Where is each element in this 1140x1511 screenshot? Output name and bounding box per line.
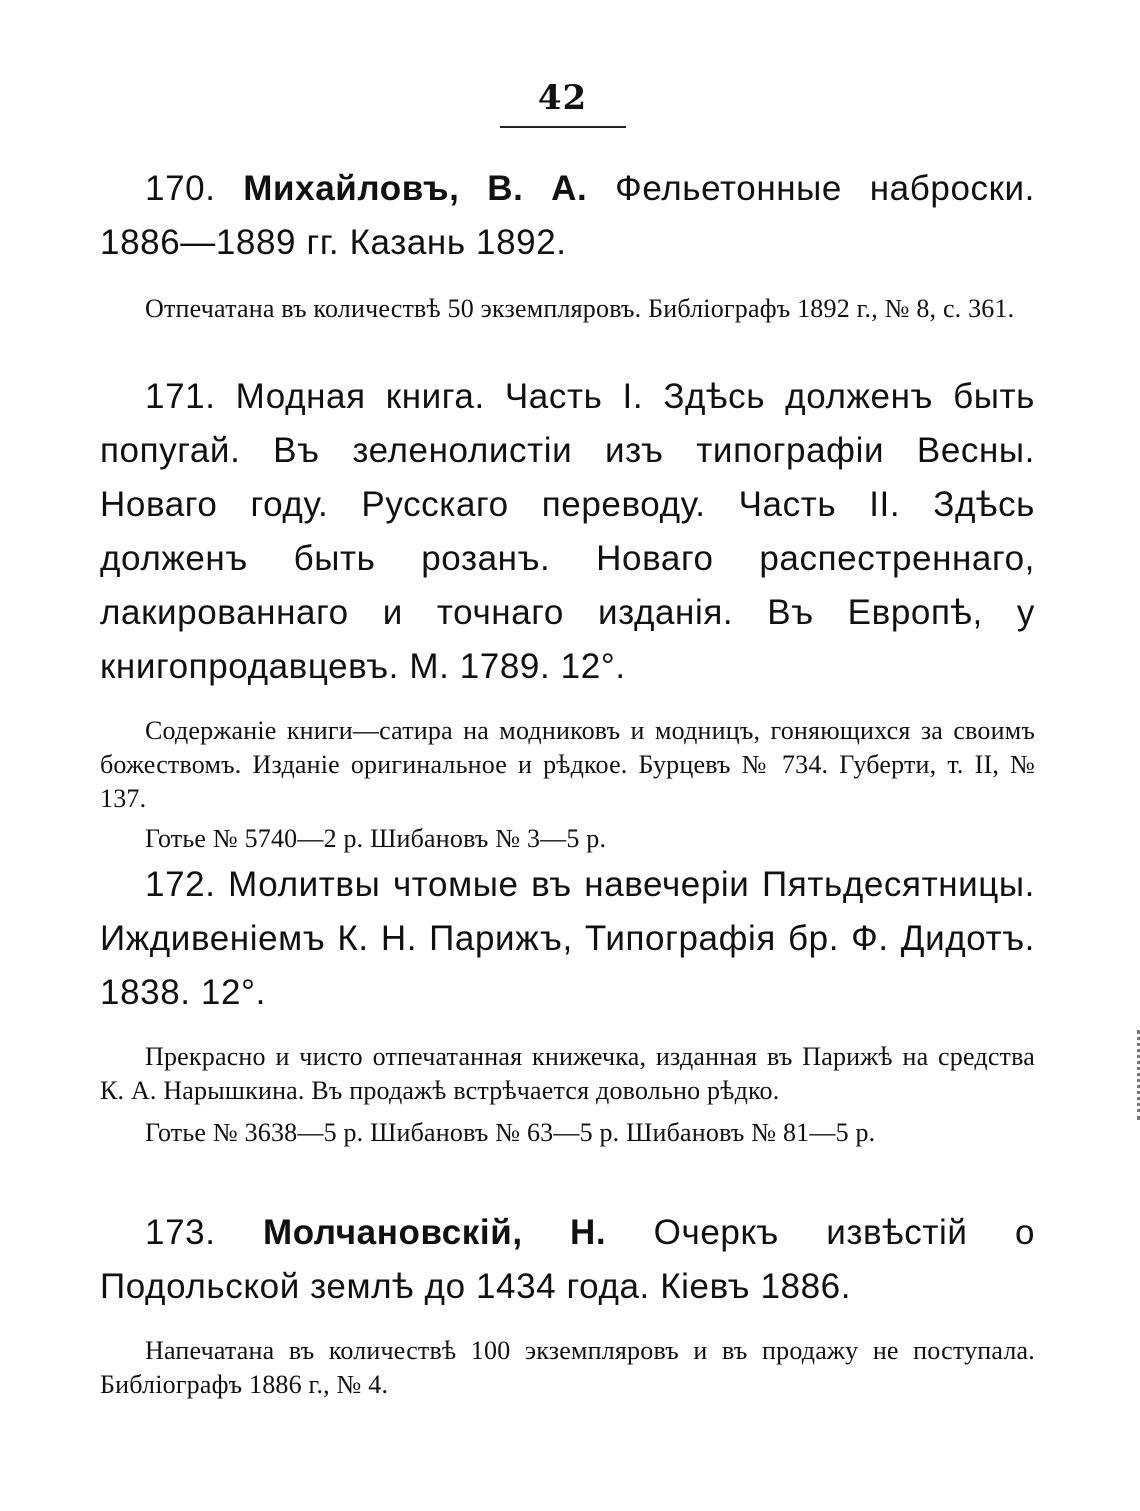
entry-imprint: М. 1789. 12°. [409,647,626,686]
entry-number: 173. [145,1213,216,1252]
entry-note: Прекрасно и чисто отпечатанная книжечка, изданная въ Парижѣ на средства К. А. Нарышкина. Въ продажѣ встрѣчается довольно рѣдко. [100,1042,1035,1105]
entry-173 [100,1206,1035,1402]
entry-author: Молчановскій, Н. [262,1213,607,1252]
entry-170 [100,162,1035,326]
entry-note: Напечатана въ количествѣ 100 экземпляровъ и въ продажу не поступала. Библіографъ 1886 г., № 4. [100,1336,1035,1399]
entry-author: Михайловъ, В. А. [243,169,588,208]
entry-imprint: Казань 1892. [349,223,567,262]
entry-title: Модная книга. Часть I. Здѣсь долженъ быть попугай. Въ зеленолистіи изъ типографіи Весны. Новаго году. Русскаго переводу. Часть II. Здѣсь долженъ быть розанъ. Новаго распестреннаго, лакированнаго и точнаго изданія. Въ Европѣ, у книгопродавцевъ. [100,377,1035,686]
entry-number: 171. [145,377,216,416]
entry-price: Готье № 3638—5 р. Шибановъ № 63—5 р. Шибановъ № 81—5 р. [145,1118,876,1147]
entry-172 [100,858,1035,1150]
entry-number: 170. [145,169,216,208]
book-page [100,0,1035,1511]
page-number-rule [500,126,626,128]
entry-heading [100,370,1035,694]
entry-title: Молитвы чтомые въ навечеріи Пятьдесятницы. Иждивеніемъ К. Н. [100,865,1036,958]
entry-171 [100,370,1035,856]
entry-title: Очеркъ извѣстій о Подольской землѣ до 1434 года. [100,1213,1036,1306]
entry-note: Содержаніе книги—сатира на модниковъ и модницъ, гоняющихся за своимъ божествомъ. Изданіе оригинальное и рѣдкое. Бурцевъ № 734. Губерти, т. II, № 137. [100,716,1035,813]
page-edge-mark [1133,1030,1140,1120]
entry-heading [100,858,1035,1020]
entry-heading [100,162,1035,270]
entry-imprint: Парижъ, Типографія бр. Ф. Дидотъ. 1838. 12°. [100,919,1035,1012]
page-number: 42 [537,78,588,118]
entry-title: Фельетонные наброски. 1886—1889 гг. [100,169,1036,262]
entry-price: Готье № 5740—2 р. Шибановъ № 3—5 р. [145,824,607,853]
entry-imprint: Кіевъ 1886. [660,1267,852,1306]
entry-note: Отпечатана въ количествѣ 50 экземпляровъ. Библіографъ 1892 г., № 8, с. 361. [145,294,1015,323]
entry-heading [100,1206,1035,1314]
entry-number: 172. [145,865,216,904]
